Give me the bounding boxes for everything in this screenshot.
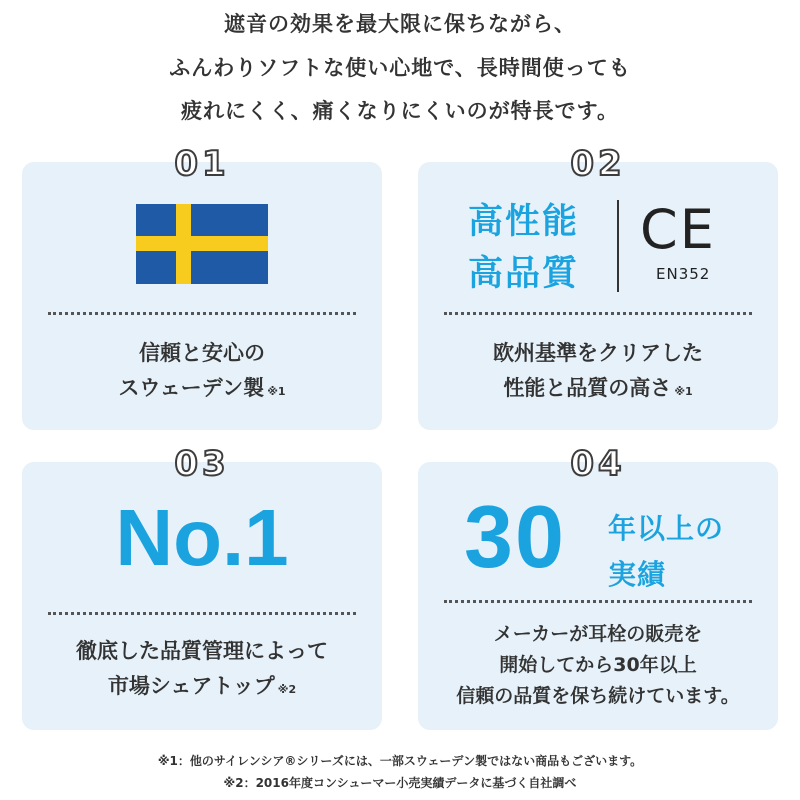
card-04 [418,444,778,730]
desc-line-1: 欧州基準をクリアした [493,341,703,365]
desc-line-2 [22,669,382,707]
divider [48,312,356,315]
footnote-mark: ※2 [277,683,297,696]
card-01 [22,144,382,430]
headline-line-2: 高品質 [468,254,580,294]
card-number: 04 [570,444,626,484]
footnote-mark: ※1 [267,385,286,398]
years-number: 30 [464,487,566,586]
headline-line-1: 高性能 [468,202,580,242]
card-02 [418,144,778,430]
intro-line-2: ふんわりソフトな使い心地で、長時間使っても [169,56,631,80]
no1-headline: No.1 [115,493,289,582]
desc-line-1: メーカーが耳栓の販売を [493,623,703,645]
desc-line-2-text: 性能と品質の高さ [503,376,672,400]
card-number: 01 [174,144,230,184]
card-description [418,336,778,409]
quality-headline [468,196,579,300]
desc-line-1: 信頼と安心の [139,341,265,365]
divider [444,312,752,315]
divider [444,600,752,603]
card-description [22,336,382,409]
years-label-line-2: 実績 [608,558,667,591]
intro-line-1: 遮音の効果を最大限に保ちながら、 [224,12,576,36]
desc-line-2-text: スウェーデン製 [118,376,265,400]
ce-mark-icon: CE [640,198,716,261]
desc-line-2 [418,371,778,409]
card-description [22,634,382,707]
footnote-1: ※1：他のサイレンシア®シリーズには、一部スウェーデン製ではない商品もございます。 [157,754,643,768]
standard-label: EN352 [656,265,711,283]
desc-line-3: 信頼の品質を保ち続けています。 [456,685,740,707]
years-label-line-1: 年以上の [608,512,725,545]
card-number: 02 [570,144,626,184]
vertical-divider [617,200,619,292]
card-03 [22,444,382,730]
divider [48,612,356,615]
footnote-2: ※2：2016年度コンシューマー小売実績データに基づく自社調べ [223,776,577,790]
footnote-mark: ※1 [674,385,693,398]
desc-line-2: 開始してから30年以上 [499,654,697,676]
intro-line-3: 疲れにくく、痛くなりにくいのが特長です。 [181,99,619,123]
desc-line-2 [22,371,382,409]
desc-line-2-text: 市場シェアトップ [107,674,275,698]
card-description [418,619,778,712]
card-number: 03 [174,444,230,484]
swedish-flag-icon [136,204,268,284]
desc-line-1: 徹底した品質管理によって [76,639,328,663]
years-label [608,506,724,598]
